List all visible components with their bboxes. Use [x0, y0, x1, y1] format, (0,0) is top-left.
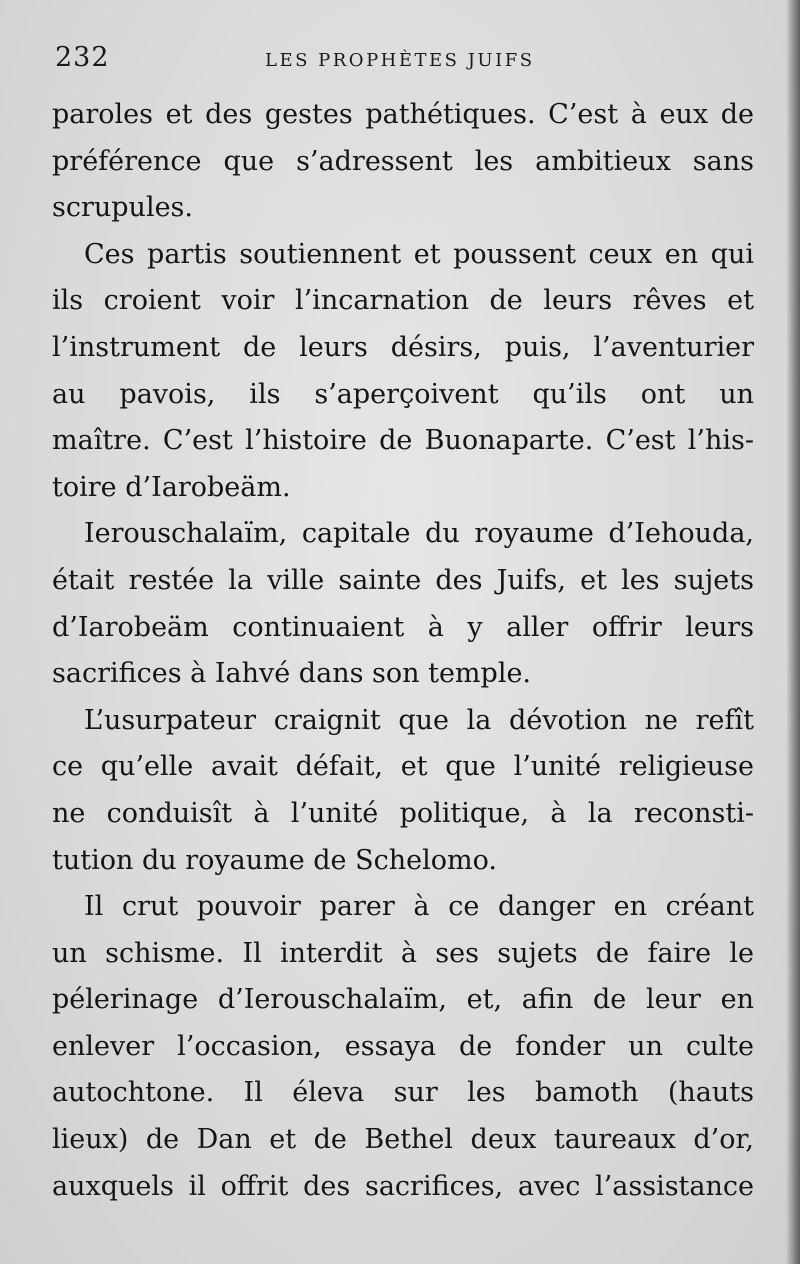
- text-line: Il crut pouvoir parer à ce danger en créant: [84, 891, 754, 923]
- page-number: 232: [55, 42, 110, 73]
- text-line: enlever l’occasion, essaya de fonder un culte: [52, 1030, 754, 1062]
- text-line: paroles et des gestes pathétiques. C’est à eux de: [52, 99, 754, 130]
- paragraph: [52, 232, 754, 512]
- text-line: tution du royaume de Schelomo.: [52, 844, 497, 876]
- text-line: Ierouschalaïm, capitale du royaume d’Iehouda,: [84, 518, 754, 550]
- paragraph: [52, 884, 754, 1210]
- text-line: ils croient voir l’incarnation de leurs rêves et: [52, 285, 754, 317]
- text-line: ce qu’elle avait défait, et que l’unité religieuse: [52, 751, 754, 783]
- paragraph: [52, 511, 754, 697]
- text-line: L’usurpateur craignit que la dévotion ne refît: [84, 704, 754, 736]
- text-line: un schisme. Il interdit à ses sujets de faire le: [52, 937, 754, 969]
- paragraph: [52, 92, 754, 232]
- text-line: lieux) de Dan et de Bethel deux taureaux d’or,: [52, 1124, 754, 1156]
- text-line: autochtone. Il éleva sur les bamoth (hauts: [52, 1077, 754, 1109]
- running-title: LES PROPHÈTES JUIFS: [265, 50, 535, 71]
- text-line: préférence que s’adressent les ambitieux sans: [52, 145, 754, 177]
- page-edge-shadow: [786, 0, 800, 1264]
- text-line: l’instrument de leurs désirs, puis, l’aventurier: [52, 331, 754, 363]
- page-header: [55, 42, 755, 78]
- text-line: ne conduisît à l’unité politique, à la reconsti-: [52, 797, 754, 829]
- text-line: pélerinage d’Ierouschalaïm, et, afin de leur en: [52, 984, 754, 1016]
- text-line: était restée la ville sainte des Juifs, et les sujets: [52, 564, 754, 596]
- text-line: Ces partis soutiennent et poussent ceux en qui: [84, 238, 754, 270]
- text-line: toire d’Iarobeäm.: [52, 471, 291, 503]
- paragraph: [52, 698, 754, 884]
- text-line: auxquels il offrit des sacrifices, avec l’assistance: [52, 1170, 754, 1202]
- text-line: maître. C’est l’histoire de Buonaparte. C’est l’his-: [52, 425, 754, 457]
- text-line: au pavois, ils s’aperçoivent qu’ils ont un: [52, 378, 754, 410]
- body-text: [52, 92, 754, 1210]
- text-line: d’Iarobeäm continuaient à y aller offrir leurs: [52, 611, 754, 643]
- text-line: scrupules.: [52, 192, 193, 224]
- text-line: sacrifices à Iahvé dans son temple.: [52, 658, 532, 690]
